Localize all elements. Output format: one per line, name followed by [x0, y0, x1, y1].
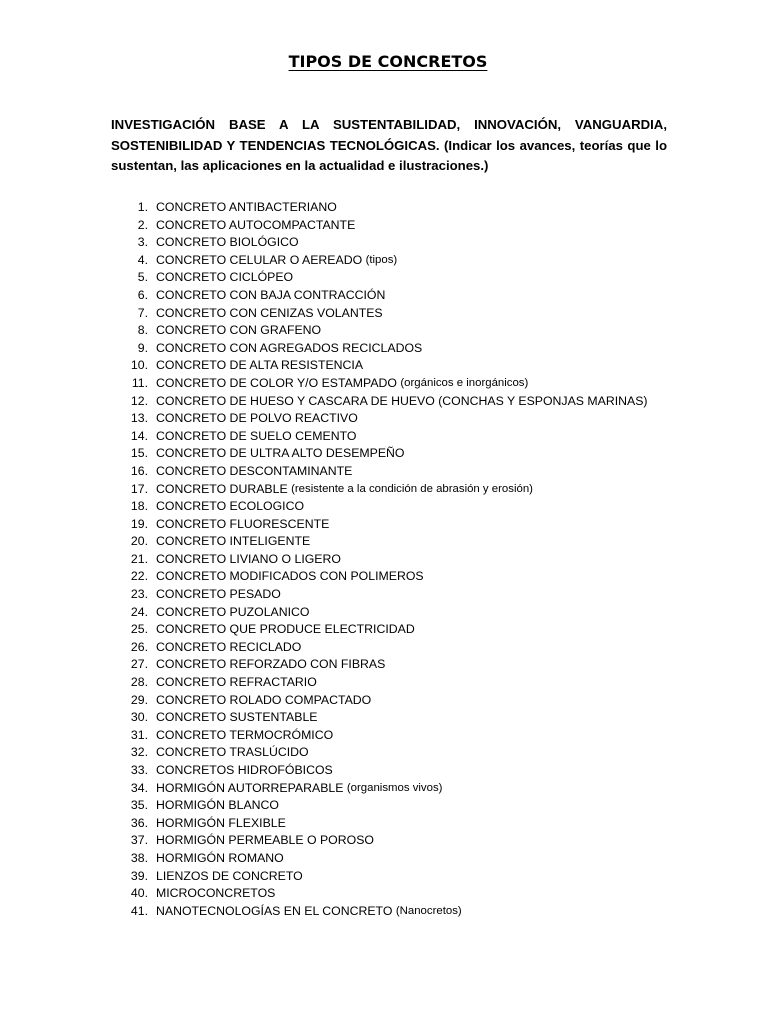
list-item-text: CONCRETO DE ALTA RESISTENCIA [156, 358, 364, 373]
list-item-text: CONCRETO DE HUESO Y CASCARA DE HUEVO (CONCHAS Y ESPONJAS MARINAS) [156, 393, 648, 408]
list-item [122, 586, 648, 604]
list-item-note: (tipos) [365, 253, 398, 266]
list-item-text: NANOTECNOLOGÍAS EN EL CONCRETO [156, 903, 393, 918]
list-item-number: 14. [130, 428, 148, 443]
list-item [122, 797, 648, 815]
list-item-text: CONCRETO DE POLVO REACTIVO [156, 411, 358, 426]
list-item-text: CONCRETO REFORZADO CON FIBRAS [156, 657, 386, 672]
list-item-text: CONCRETOS HIDROFÓBICOS [156, 763, 333, 777]
list-item [122, 780, 648, 798]
list-item-number: 41. [130, 903, 148, 918]
list-item [122, 551, 648, 569]
list-item [122, 217, 648, 235]
list-item [122, 498, 648, 516]
list-item-text: CONCRETO PUZOLANICO [156, 604, 310, 619]
list-item [122, 305, 648, 323]
list-item-text: CONCRETO QUE PRODUCE ELECTRICIDAD [156, 622, 415, 637]
list-item [122, 903, 648, 921]
list-item-text: CONCRETO ANTIBACTERIANO [156, 200, 337, 214]
list-item-text: CONCRETO BIOLÓGICO [156, 235, 299, 250]
list-item-number: 31. [130, 727, 148, 742]
intro-paragraph: INVESTIGACIÓN BASE A LA SUSTENTABILIDAD, INNOVACIÓN, VANGUARDIA, SOSTENIBILIDAD Y TENDENCIAS TECNOLÓGICAS. (Indicar los avances, teorías que lo sustentan, las aplicaciones en la actualidad e ilustraciones.) [111, 117, 667, 173]
list-item-number: 24. [130, 604, 148, 619]
list-item-text: CONCRETO CELULAR O AEREADO [156, 252, 363, 267]
list-item [122, 393, 648, 411]
list-item-text: CONCRETO TERMOCRÓMICO [156, 727, 334, 742]
list-item-text: CONCRETO DESCONTAMINANTE [156, 463, 353, 478]
list-item-number: 7. [137, 305, 148, 320]
list-item-number: 26. [130, 639, 148, 654]
list-item [122, 727, 648, 745]
list-item [122, 199, 648, 217]
list-item [122, 692, 648, 710]
list-item-text: CONCRETO DE ULTRA ALTO DESEMPEÑO [156, 446, 405, 461]
list-item [122, 639, 648, 657]
list-item-number: 36. [130, 815, 148, 830]
list-item-text: CONCRETO ECOLOGICO [156, 499, 305, 514]
list-item [122, 656, 648, 674]
list-item-note: (Nanocretos) [395, 904, 462, 917]
list-item-number: 13. [130, 411, 148, 426]
list-item [122, 850, 648, 868]
list-item-text: CONCRETO ROLADO COMPACTADO [156, 692, 372, 707]
list-item-text: CONCRETO DE SUELO CEMENTO [156, 428, 357, 443]
list-item-number: 33. [130, 763, 148, 777]
list-item-text: CONCRETO PESADO [156, 587, 281, 602]
list-item-number: 23. [130, 587, 148, 602]
list-item [122, 516, 648, 534]
list-item [122, 340, 648, 358]
list-item-number: 6. [137, 287, 148, 302]
list-item-text: CONCRETO REFRACTARIO [156, 675, 317, 690]
list-item [122, 533, 648, 551]
list-item [122, 762, 648, 780]
list-item-text: CONCRETO LIVIANO O LIGERO [156, 551, 341, 566]
list-item-number: 12. [130, 393, 148, 408]
page-title: TIPOS DE CONCRETOS [288, 52, 488, 71]
list-item-note: (organismos vivos) [346, 781, 443, 794]
list-item-text: HORMIGÓN AUTORREPARABLE [156, 780, 344, 795]
list-item-number: 39. [130, 868, 148, 883]
list-item-text: LIENZOS DE CONCRETO [156, 868, 303, 883]
list-item [122, 709, 648, 727]
list-item [122, 815, 648, 833]
list-item-number: 21. [130, 551, 148, 566]
list-item-number: 8. [137, 323, 148, 338]
list-item [122, 269, 648, 287]
list-item-number: 34. [130, 780, 148, 795]
list-item [122, 357, 648, 375]
list-item-text: CONCRETO INTELIGENTE [156, 534, 311, 549]
list-item-number: 11. [131, 375, 148, 390]
list-item [122, 287, 648, 305]
list-item [122, 410, 648, 428]
list-item-number: 38. [130, 850, 148, 865]
list-item-number: 35. [130, 798, 148, 813]
list-item-note: (orgánicos e inorgánicos) [400, 376, 529, 389]
list-item-number: 30. [130, 710, 148, 725]
list-item-text: CONCRETO CICLÓPEO [156, 270, 294, 285]
list-item-text: CONCRETO AUTOCOMPACTANTE [156, 217, 356, 232]
list-item-number: 28. [130, 675, 148, 690]
concrete-types-list [122, 199, 648, 920]
list-item-text: CONCRETO CON CENIZAS VOLANTES [156, 305, 383, 320]
list-item-number: 32. [130, 745, 148, 760]
list-item-text: CONCRETO FLUORESCENTE [156, 516, 330, 531]
list-item-text: CONCRETO DE COLOR Y/O ESTAMPADO [156, 375, 397, 390]
list-item-text: CONCRETO CON GRAFENO [156, 323, 322, 338]
list-item [122, 481, 648, 499]
list-item-number: 20. [130, 534, 148, 549]
list-item [122, 885, 648, 903]
list-item-text: CONCRETO CON AGREGADOS RECICLADOS [156, 340, 423, 355]
list-item [122, 322, 648, 340]
list-item-text: CONCRETO RECICLADO [156, 639, 302, 654]
list-item-number: 25. [130, 622, 148, 637]
list-item-number: 3. [137, 235, 148, 250]
list-item [122, 234, 648, 252]
list-item-number: 4. [137, 252, 148, 267]
list-item-number: 10. [130, 358, 148, 373]
list-item-number: 40. [130, 886, 148, 901]
list-item [122, 445, 648, 463]
list-item-number: 17. [130, 481, 148, 496]
list-item-number: 37. [130, 833, 148, 848]
list-item-number: 9. [137, 340, 148, 355]
list-item-text: CONCRETO CON BAJA CONTRACCIÓN [156, 287, 386, 302]
list-item-number: 15. [130, 446, 148, 461]
list-item-text: HORMIGÓN FLEXIBLE [156, 815, 286, 830]
list-item-text: HORMIGÓN PERMEABLE O POROSO [156, 833, 374, 848]
list-item-note: (resistente a la condición de abrasión y erosión) [291, 482, 533, 495]
list-item-number: 27. [130, 657, 148, 672]
list-item-number: 5. [137, 270, 148, 285]
list-item-text: CONCRETO DURABLE [156, 481, 288, 496]
list-item [122, 428, 648, 446]
list-item-number: 19. [130, 516, 148, 531]
list-item-number: 22. [130, 569, 148, 584]
list-item-text: CONCRETO SUSTENTABLE [156, 710, 318, 725]
list-item [122, 674, 648, 692]
list-item-text: HORMIGÓN BLANCO [156, 798, 279, 813]
list-item [122, 463, 648, 481]
list-item [122, 252, 648, 270]
list-item-text: HORMIGÓN ROMANO [156, 850, 284, 865]
list-item [122, 621, 648, 639]
list-item-text: CONCRETO MODIFICADOS CON POLIMEROS [156, 569, 424, 584]
list-item-number: 16. [130, 463, 148, 478]
list-item [122, 832, 648, 850]
list-item [122, 375, 648, 393]
list-item-number: 1. [137, 200, 148, 214]
list-item [122, 744, 648, 762]
list-item [122, 568, 648, 586]
list-item [122, 868, 648, 886]
list-item-number: 29. [130, 692, 148, 707]
list-item-number: 2. [137, 217, 148, 232]
list-item [122, 604, 648, 622]
list-item-text: MICROCONCRETOS [156, 886, 276, 901]
list-item-text: CONCRETO TRASLÚCIDO [156, 745, 309, 760]
list-item-number: 18. [130, 499, 148, 514]
